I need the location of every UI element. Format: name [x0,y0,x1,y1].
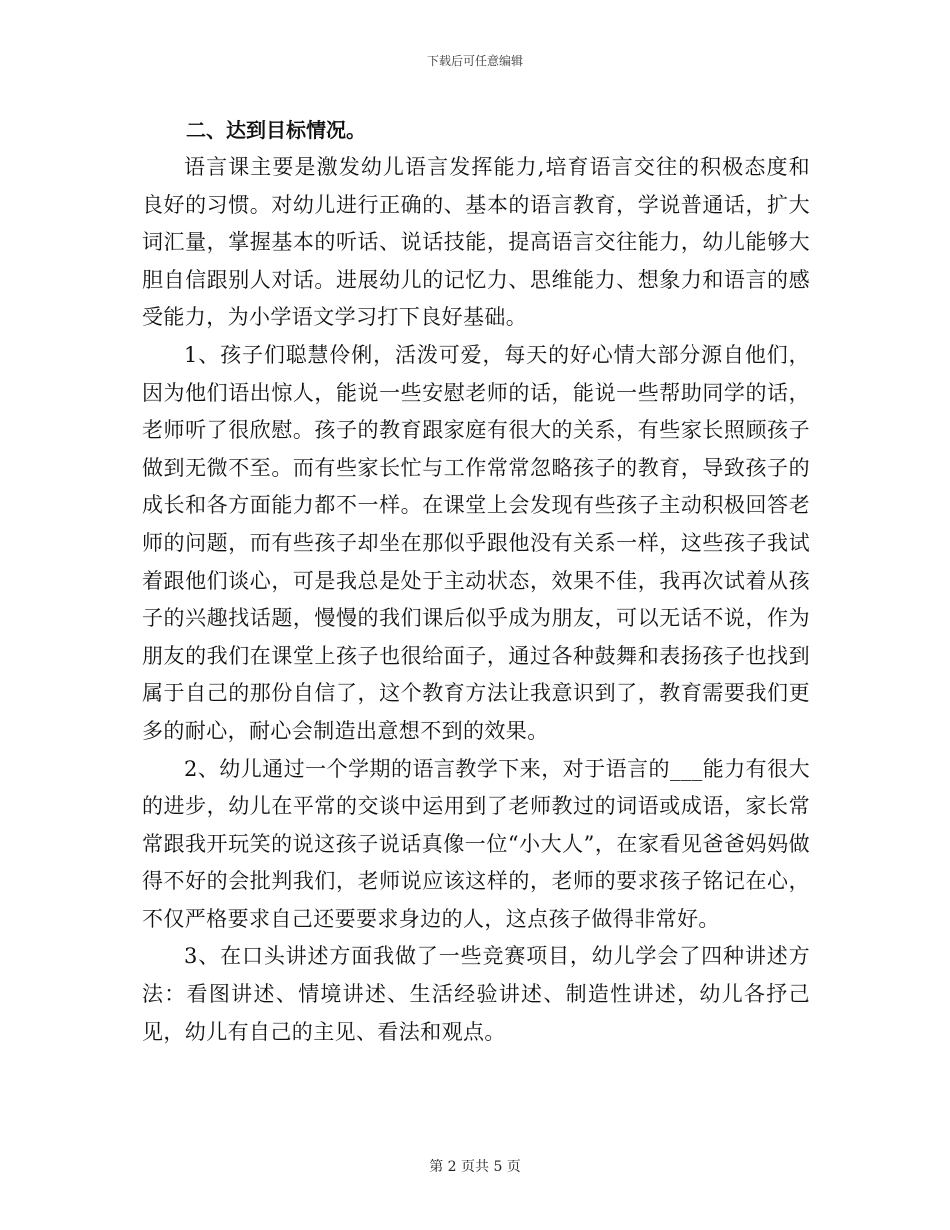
page-number-footer: 第 2 页共 5 页 [429,1159,521,1175]
section-heading: 二、达到目标情况。 [186,118,366,142]
paragraph-intro: 语言课主要是激发幼儿语言发挥能力,培育语言交往的积极态度和良好的习惯。对幼儿进行正确的、基本的语言教育，学说普通话，扩大词汇量，掌握基本的听话、说话技能，提高语言交往能力，幼儿能够大胆自信跟别人对话。进展幼儿的记忆力、思维能力、想象力和语言的感受能力，为小学语文学习打下良好基础。 [142,155,810,330]
paragraph-point-2: 2、幼儿通过一个学期的语言教学下来，对于语言的___能力有很大的进步，幼儿在平常的交谈中运用到了老师教过的词语或成语，家长常常跟我开玩笑的说这孩子说话真像一位“小大人”，在家看见爸爸妈妈做得不好的会批判我们，老师说应该这样的，老师的要求孩子铭记在心，不仅严格要求自己还要要求身边的人，这点孩子做得非常好。 [142,756,810,931]
page-header: 下载后可任意编辑 [426,54,523,68]
document-body [142,112,810,1051]
paragraph-point-3: 3、在口头讲述方面我做了一些竞赛项目，幼儿学会了四种讲述方法：看图讲述、情境讲述、生活经验讲述、制造性讲述，幼儿各抒己见，幼儿有自己的主见、看法和观点。 [142,944,810,1044]
paragraph-point-1: 1、孩子们聪慧伶俐，活泼可爱，每天的好心情大部分源自他们，因为他们语出惊人，能说一些安慰老师的话，能说一些帮助同学的话，老师听了很欣慰。孩子的教育跟家庭有很大的关系，有些家长照顾孩子做到无微不至。而有些家长忙与工作常常忽略孩子的教育，导致孩子的成长和各方面能力都不一样。在课堂上会发现有些孩子主动积极回答老师的问题，而有些孩子却坐在那似乎跟他没有关系一样，这些孩子我试着跟他们谈心，可是我总是处于主动状态，效果不佳，我再次试着从孩子的兴趣找话题，慢慢的我们课后似乎成为朋友，可以无话不说，作为朋友的我们在课堂上孩子也很给面子，通过各种鼓舞和表扬孩子也找到属于自己的那份自信了，这个教育方法让我意识到了，教育需要我们更多的耐心，耐心会制造出意想不到的效果。 [142,342,810,743]
